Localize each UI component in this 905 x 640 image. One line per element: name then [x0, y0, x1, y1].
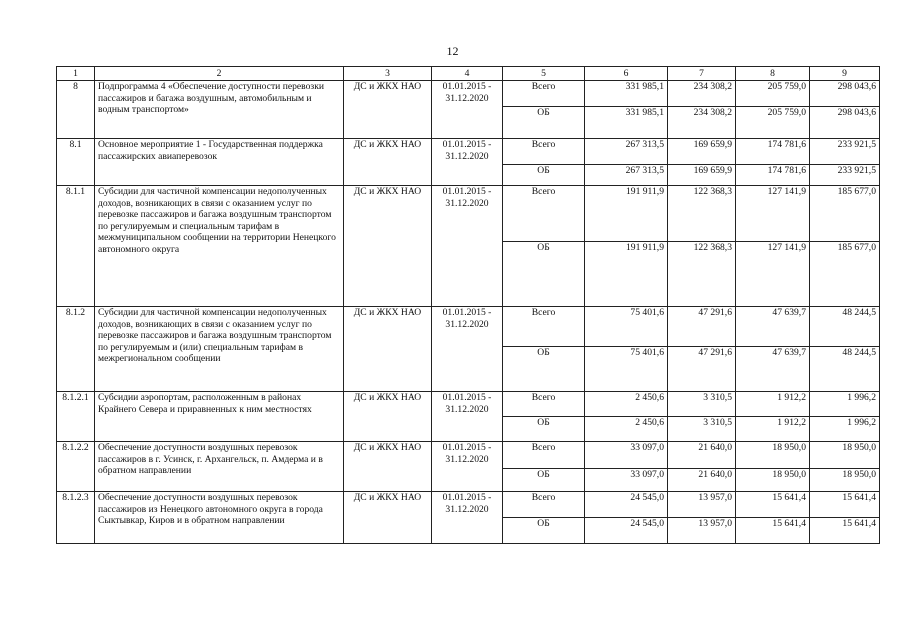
row-description: Подпрограмма 4 «Обеспечение доступности перевозки пассажиров и багажа воздушным, автомобильным и водным транспортом»	[95, 81, 344, 139]
value-col-8: 18 950,0	[736, 442, 810, 469]
row-description: Основное мероприятие 1 - Государственная поддержка пассажирских авиаперевозок	[95, 139, 344, 186]
value-col-9: 298 043,6	[810, 107, 880, 139]
value-col-8: 127 141,9	[736, 186, 810, 242]
row-number: 8.1.2	[57, 307, 95, 392]
row-number: 8	[57, 81, 95, 139]
value-col-7: 234 308,2	[668, 107, 736, 139]
value-col-9: 18 950,0	[810, 469, 880, 492]
row-description: Субсидии аэропортам, расположенным в районах Крайнего Севера и приравненных к ним местностях	[95, 392, 344, 442]
row-period: 01.01.2015 - 31.12.2020	[432, 307, 503, 392]
header-cell: 7	[668, 67, 736, 81]
value-col-9: 1 996,2	[810, 392, 880, 417]
header-cell: 2	[95, 67, 344, 81]
table-row	[57, 307, 880, 347]
value-col-6: 331 985,1	[585, 81, 668, 107]
row-period: 01.01.2015 - 31.12.2020	[432, 139, 503, 186]
table-row	[57, 442, 880, 469]
row-executor: ДС и ЖКХ НАО	[344, 442, 432, 492]
header-cell: 5	[503, 67, 585, 81]
value-col-7: 234 308,2	[668, 81, 736, 107]
funding-source: Всего	[503, 442, 585, 469]
table-row	[57, 186, 880, 242]
row-period: 01.01.2015 - 31.12.2020	[432, 392, 503, 442]
row-period: 01.01.2015 - 31.12.2020	[432, 186, 503, 307]
value-col-6: 75 401,6	[585, 307, 668, 347]
value-col-8: 127 141,9	[736, 242, 810, 307]
value-col-8: 47 639,7	[736, 307, 810, 347]
row-number: 8.1.2.2	[57, 442, 95, 492]
funding-source: ОБ	[503, 417, 585, 442]
value-col-8: 174 781,6	[736, 165, 810, 186]
value-col-7: 21 640,0	[668, 469, 736, 492]
funding-source: Всего	[503, 307, 585, 347]
value-col-8: 174 781,6	[736, 139, 810, 165]
value-col-7: 13 957,0	[668, 518, 736, 544]
value-col-9: 1 996,2	[810, 417, 880, 442]
value-col-7: 3 310,5	[668, 392, 736, 417]
funding-source: ОБ	[503, 107, 585, 139]
funding-source: ОБ	[503, 165, 585, 186]
page-number: 12	[446, 44, 459, 58]
value-col-8: 1 912,2	[736, 417, 810, 442]
budget-table	[56, 66, 880, 544]
funding-source: ОБ	[503, 347, 585, 392]
value-col-8: 1 912,2	[736, 392, 810, 417]
value-col-7: 47 291,6	[668, 307, 736, 347]
value-col-8: 15 641,4	[736, 518, 810, 544]
row-executor: ДС и ЖКХ НАО	[344, 307, 432, 392]
row-description: Обеспечение доступности воздушных перевозок пассажиров из Ненецкого автономного округа в города Сыктывкар, Киров и в обратном направлении	[95, 492, 344, 544]
header-cell: 3	[344, 67, 432, 81]
value-col-6: 331 985,1	[585, 107, 668, 139]
row-executor: ДС и ЖКХ НАО	[344, 492, 432, 544]
row-number: 8.1.2.1	[57, 392, 95, 442]
table-row	[57, 81, 880, 107]
value-col-6: 2 450,6	[585, 417, 668, 442]
value-col-8: 15 641,4	[736, 492, 810, 518]
row-description: Обеспечение доступности воздушных перевозок пассажиров в г. Усинск, г. Архангельск, п. Амдерма и в обратном направлении	[95, 442, 344, 492]
table-header-row	[57, 67, 880, 81]
value-col-6: 33 097,0	[585, 469, 668, 492]
value-col-6: 267 313,5	[585, 165, 668, 186]
funding-source: Всего	[503, 392, 585, 417]
value-col-9: 48 244,5	[810, 347, 880, 392]
value-col-8: 47 639,7	[736, 347, 810, 392]
row-period: 01.01.2015 - 31.12.2020	[432, 492, 503, 544]
value-col-7: 13 957,0	[668, 492, 736, 518]
row-executor: ДС и ЖКХ НАО	[344, 81, 432, 139]
header-cell: 6	[585, 67, 668, 81]
value-col-8: 18 950,0	[736, 469, 810, 492]
value-col-9: 48 244,5	[810, 307, 880, 347]
value-col-6: 2 450,6	[585, 392, 668, 417]
funding-source: ОБ	[503, 242, 585, 307]
row-number: 8.1.2.3	[57, 492, 95, 544]
row-period: 01.01.2015 - 31.12.2020	[432, 442, 503, 492]
row-period: 01.01.2015 - 31.12.2020	[432, 81, 503, 139]
value-col-7: 122 368,3	[668, 186, 736, 242]
table-row	[57, 492, 880, 518]
value-col-7: 21 640,0	[668, 442, 736, 469]
row-number: 8.1	[57, 139, 95, 186]
value-col-7: 3 310,5	[668, 417, 736, 442]
row-executor: ДС и ЖКХ НАО	[344, 392, 432, 442]
row-executor: ДС и ЖКХ НАО	[344, 139, 432, 186]
value-col-9: 185 677,0	[810, 186, 880, 242]
header-cell: 1	[57, 67, 95, 81]
value-col-9: 15 641,4	[810, 518, 880, 544]
value-col-7: 169 659,9	[668, 139, 736, 165]
header-cell: 4	[432, 67, 503, 81]
table-row	[57, 139, 880, 165]
row-description: Субсидии для частичной компенсации недополученных доходов, возникающих в связи с оказанием услуг по перевозке пассажиров и багажа воздушным транспортом по регулируемым и специальным тарифам в межмуниципальном сообщении на территории Ненецкого автономного округа	[95, 186, 344, 307]
value-col-6: 191 911,9	[585, 186, 668, 242]
value-col-6: 191 911,9	[585, 242, 668, 307]
value-col-8: 205 759,0	[736, 107, 810, 139]
value-col-6: 24 545,0	[585, 492, 668, 518]
value-col-9: 298 043,6	[810, 81, 880, 107]
value-col-6: 33 097,0	[585, 442, 668, 469]
value-col-8: 205 759,0	[736, 81, 810, 107]
value-col-9: 18 950,0	[810, 442, 880, 469]
value-col-7: 122 368,3	[668, 242, 736, 307]
value-col-9: 185 677,0	[810, 242, 880, 307]
value-col-7: 47 291,6	[668, 347, 736, 392]
header-cell: 9	[810, 67, 880, 81]
funding-source: Всего	[503, 186, 585, 242]
funding-source: Всего	[503, 492, 585, 518]
value-col-6: 267 313,5	[585, 139, 668, 165]
funding-source: ОБ	[503, 469, 585, 492]
row-executor: ДС и ЖКХ НАО	[344, 186, 432, 307]
value-col-6: 24 545,0	[585, 518, 668, 544]
funding-source: Всего	[503, 81, 585, 107]
row-number: 8.1.1	[57, 186, 95, 307]
row-description: Субсидии для частичной компенсации недополученных доходов, возникающих в связи с оказанием услуг по перевозке пассажиров и багажа воздушным транспортом по регулируемым и (или) специальным тарифам в межрегиональном сообщении	[95, 307, 344, 392]
value-col-9: 233 921,5	[810, 165, 880, 186]
value-col-7: 169 659,9	[668, 165, 736, 186]
funding-source: Всего	[503, 139, 585, 165]
value-col-9: 15 641,4	[810, 492, 880, 518]
table-row	[57, 392, 880, 417]
value-col-9: 233 921,5	[810, 139, 880, 165]
funding-source: ОБ	[503, 518, 585, 544]
value-col-6: 75 401,6	[585, 347, 668, 392]
header-cell: 8	[736, 67, 810, 81]
